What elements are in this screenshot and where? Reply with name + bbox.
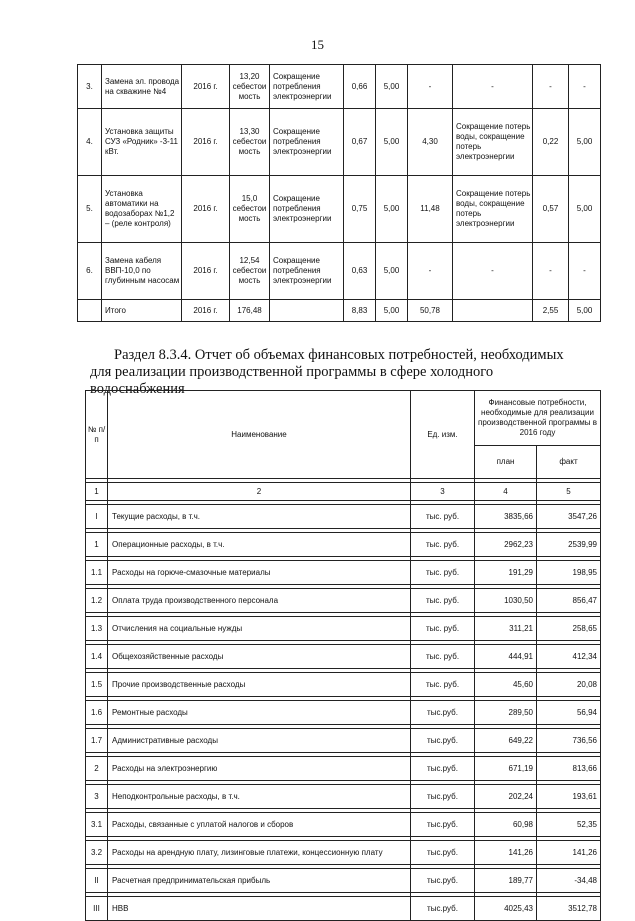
row-unit: тыс.руб. xyxy=(411,785,475,809)
measure-cost: 13,20 себестои мость xyxy=(230,65,270,109)
measure-cost: 12,54 себестои мость xyxy=(230,243,270,300)
row-unit: тыс. руб. xyxy=(411,561,475,585)
measure-value: - xyxy=(408,65,453,109)
row-num: 1.4 xyxy=(86,645,108,669)
row-num: 2 xyxy=(86,757,108,781)
row-name: Текущие расходы, в т.ч. xyxy=(108,505,411,529)
row-name: Расходы на горюче-смазочные материалы xyxy=(108,561,411,585)
measure-value: - xyxy=(408,243,453,300)
row-unit: тыс.руб. xyxy=(411,757,475,781)
measure-value: 0,22 xyxy=(533,109,569,176)
table-row xyxy=(86,757,601,781)
row-fact: 56,94 xyxy=(537,701,601,725)
colnum-4: 4 xyxy=(475,483,537,501)
table-row xyxy=(86,897,601,921)
row-unit: тыс.руб. xyxy=(411,841,475,865)
measure-year: 2016 г. xyxy=(182,243,230,300)
row-num: III xyxy=(86,897,108,921)
measure-name: Замена кабеля ВВП-10,0 по глубинным насосам xyxy=(102,243,182,300)
row-num: 1.6 xyxy=(86,701,108,725)
row-name: Отчисления на социальные нужды xyxy=(108,617,411,641)
row-plan: 4025,43 xyxy=(475,897,537,921)
row-name: Расчетная предпринимательская прибыль xyxy=(108,869,411,893)
measure-num: 4. xyxy=(78,109,102,176)
measure-effect2: - xyxy=(453,65,533,109)
measure-year: 2016 г. xyxy=(182,176,230,243)
row-name: Расходы, связанные с уплатой налогов и сборов xyxy=(108,813,411,837)
row-fact: 141,26 xyxy=(537,841,601,865)
header-name: Наименование xyxy=(108,391,411,479)
row-name: Оплата труда производственного персонала xyxy=(108,589,411,613)
row-fact: 856,47 xyxy=(537,589,601,613)
row-fact: 3547,26 xyxy=(537,505,601,529)
section-heading-line2: для реализации производственной программы в сфере холодного водоснабжения xyxy=(90,364,494,397)
total-year: 2016 г. xyxy=(182,300,230,322)
row-num: 1.1 xyxy=(86,561,108,585)
row-num: 1.3 xyxy=(86,617,108,641)
colnum-1: 1 xyxy=(86,483,108,501)
measure-value: - xyxy=(533,65,569,109)
row-num: I xyxy=(86,505,108,529)
measure-value: 5,00 xyxy=(376,176,408,243)
row-fact: 52,35 xyxy=(537,813,601,837)
section-heading-line1: Раздел 8.3.4. Отчет об объемах финансовых потребностей, необходимых xyxy=(114,347,564,363)
measure-effect: Сокращение потребления электроэнергии xyxy=(270,243,344,300)
table-row xyxy=(86,701,601,725)
measure-row xyxy=(78,243,601,300)
table-row xyxy=(86,533,601,557)
total-cost: 176,48 xyxy=(230,300,270,322)
table-row xyxy=(86,785,601,809)
empty-cell xyxy=(78,300,102,322)
total-value: 5,00 xyxy=(376,300,408,322)
measure-value: 11,48 xyxy=(408,176,453,243)
measure-value: - xyxy=(569,65,601,109)
row-name: Общехозяйственные расходы xyxy=(108,645,411,669)
row-plan: 60,98 xyxy=(475,813,537,837)
row-num: 1 xyxy=(86,533,108,557)
page-number: 15 xyxy=(311,37,324,52)
measure-value: 5,00 xyxy=(376,65,408,109)
row-fact: -34,48 xyxy=(537,869,601,893)
header-fact: факт xyxy=(537,446,601,479)
measure-cost: 15,0 себестои мость xyxy=(230,176,270,243)
row-fact: 2539,99 xyxy=(537,533,601,557)
measure-effect2: - xyxy=(453,243,533,300)
measure-value: 0,57 xyxy=(533,176,569,243)
row-fact: 3512,78 xyxy=(537,897,601,921)
row-plan: 189,77 xyxy=(475,869,537,893)
header-plan: план xyxy=(475,446,537,479)
row-name: НВВ xyxy=(108,897,411,921)
row-fact: 20,08 xyxy=(537,673,601,697)
total-value: 50,78 xyxy=(408,300,453,322)
measure-cost: 13,30 себестои мость xyxy=(230,109,270,176)
empty-cell xyxy=(270,300,344,322)
table-row xyxy=(86,729,601,753)
row-name: Неподконтрольные расходы, в т.ч. xyxy=(108,785,411,809)
header-unit: Ед. изм. xyxy=(411,391,475,479)
row-fact: 198,95 xyxy=(537,561,601,585)
row-unit: тыс. руб. xyxy=(411,505,475,529)
row-name: Ремонтные расходы xyxy=(108,701,411,725)
row-fact: 193,61 xyxy=(537,785,601,809)
measure-value: 5,00 xyxy=(376,243,408,300)
measure-effect2: Сокращение потерь воды, сокращение потерь электроэнергии xyxy=(453,176,533,243)
measure-year: 2016 г. xyxy=(182,65,230,109)
measure-value: 4,30 xyxy=(408,109,453,176)
table-row xyxy=(86,841,601,865)
table-row xyxy=(86,561,601,585)
colnum-5: 5 xyxy=(537,483,601,501)
row-plan: 671,19 xyxy=(475,757,537,781)
colnum-3: 3 xyxy=(411,483,475,501)
table-row xyxy=(86,869,601,893)
measure-effect: Сокращение потребления электроэнергии xyxy=(270,176,344,243)
header-num: № п/п xyxy=(86,391,108,479)
row-plan: 45,60 xyxy=(475,673,537,697)
total-row xyxy=(78,300,601,322)
row-num: 3 xyxy=(86,785,108,809)
row-num: 1.5 xyxy=(86,673,108,697)
row-unit: тыс. руб. xyxy=(411,589,475,613)
measure-name: Установка автоматики на водозаборах №1,2 – (реле контроля) xyxy=(102,176,182,243)
measure-name: Установка защиты СУЗ «Родник» -3-11 кВт. xyxy=(102,109,182,176)
row-name: Административные расходы xyxy=(108,729,411,753)
row-unit: тыс.руб. xyxy=(411,813,475,837)
row-plan: 191,29 xyxy=(475,561,537,585)
table-row xyxy=(86,813,601,837)
row-plan: 1030,50 xyxy=(475,589,537,613)
row-plan: 289,50 xyxy=(475,701,537,725)
row-plan: 3835,66 xyxy=(475,505,537,529)
table-row xyxy=(86,617,601,641)
row-unit: тыс.руб. xyxy=(411,897,475,921)
row-plan: 202,24 xyxy=(475,785,537,809)
measure-row xyxy=(78,65,601,109)
row-plan: 2962,23 xyxy=(475,533,537,557)
measure-value: 0,75 xyxy=(344,176,376,243)
row-plan: 444,91 xyxy=(475,645,537,669)
row-name: Операционные расходы, в т.ч. xyxy=(108,533,411,557)
measure-effect: Сокращение потребления электроэнергии xyxy=(270,109,344,176)
table-row xyxy=(86,645,601,669)
row-fact: 258,65 xyxy=(537,617,601,641)
row-unit: тыс.руб. xyxy=(411,701,475,725)
table-row xyxy=(86,673,601,697)
measure-value: 0,66 xyxy=(344,65,376,109)
row-unit: тыс.руб. xyxy=(411,869,475,893)
measure-value: 5,00 xyxy=(569,176,601,243)
measure-year: 2016 г. xyxy=(182,109,230,176)
row-unit: тыс. руб. xyxy=(411,533,475,557)
row-num: 1.7 xyxy=(86,729,108,753)
measure-value: - xyxy=(569,243,601,300)
total-value: 2,55 xyxy=(533,300,569,322)
row-name: Прочие производственные расходы xyxy=(108,673,411,697)
measure-value: 0,67 xyxy=(344,109,376,176)
measure-value: 5,00 xyxy=(376,109,408,176)
row-num: II xyxy=(86,869,108,893)
row-unit: тыс. руб. xyxy=(411,645,475,669)
table-row xyxy=(86,589,601,613)
row-num: 3.1 xyxy=(86,813,108,837)
measure-value: 0,63 xyxy=(344,243,376,300)
row-plan: 649,22 xyxy=(475,729,537,753)
total-value: 8,83 xyxy=(344,300,376,322)
financial-needs-table xyxy=(85,390,601,921)
row-fact: 813,66 xyxy=(537,757,601,781)
empty-cell xyxy=(453,300,533,322)
row-unit: тыс.руб. xyxy=(411,729,475,753)
row-num: 3.2 xyxy=(86,841,108,865)
row-plan: 311,21 xyxy=(475,617,537,641)
measure-num: 3. xyxy=(78,65,102,109)
row-unit: тыс. руб. xyxy=(411,617,475,641)
row-unit: тыс. руб. xyxy=(411,673,475,697)
measure-effect: Сокращение потребления электроэнергии xyxy=(270,65,344,109)
row-fact: 412,34 xyxy=(537,645,601,669)
measure-name: Замена эл. провода на скважине №4 xyxy=(102,65,182,109)
row-name: Расходы на арендную плату, лизинговые платежи, концессионную плату xyxy=(108,841,411,865)
measure-row xyxy=(78,176,601,243)
total-value: 5,00 xyxy=(569,300,601,322)
row-fact: 736,56 xyxy=(537,729,601,753)
measure-value: - xyxy=(533,243,569,300)
measure-value: 5,00 xyxy=(569,109,601,176)
table-row xyxy=(86,505,601,529)
row-num: 1.2 xyxy=(86,589,108,613)
header-fin-needs: Финансовые потребности, необходимые для реализации производственной программы в 2016 году xyxy=(475,391,601,446)
total-label: Итого xyxy=(102,300,182,322)
colnum-2: 2 xyxy=(108,483,411,501)
measures-table xyxy=(77,64,601,322)
row-plan: 141,26 xyxy=(475,841,537,865)
measure-row xyxy=(78,109,601,176)
measure-effect2: Сокращение потерь воды, сокращение потерь электроэнергии xyxy=(453,109,533,176)
measure-num: 6. xyxy=(78,243,102,300)
row-name: Расходы на электроэнергию xyxy=(108,757,411,781)
measure-num: 5. xyxy=(78,176,102,243)
